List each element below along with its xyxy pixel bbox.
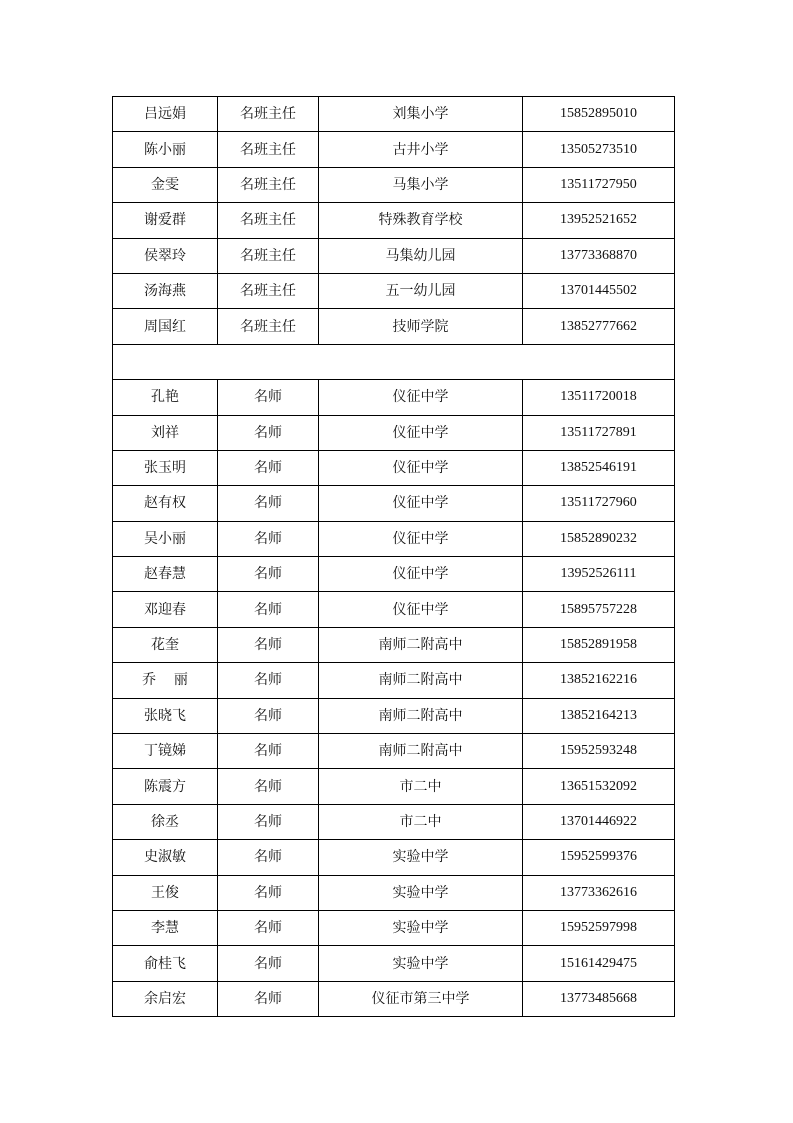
school-cell: 南师二附高中 [319,663,523,698]
teacher-name-cell: 赵有权 [113,486,218,521]
teacher-title-cell: 名师 [218,450,319,485]
teacher-name-cell: 金雯 [113,167,218,202]
phone-cell: 13952526111 [523,557,675,592]
teacher-name-cell: 赵春慧 [113,557,218,592]
teacher-name-cell: 王俊 [113,875,218,910]
table-row [113,557,675,592]
teacher-name-cell: 史淑敏 [113,840,218,875]
table-row [113,875,675,910]
school-cell: 仪征中学 [319,415,523,450]
teacher-name-cell: 孔艳 [113,380,218,415]
table-row [113,521,675,556]
phone-cell: 15852895010 [523,97,675,132]
phone-cell: 13651532092 [523,769,675,804]
teacher-title-cell: 名师 [218,627,319,662]
teacher-name-cell: 周国红 [113,309,218,344]
teacher-title-cell: 名师 [218,380,319,415]
phone-cell: 13511727950 [523,167,675,202]
school-cell: 实验中学 [319,840,523,875]
school-cell: 南师二附高中 [319,734,523,769]
school-cell: 技师学院 [319,309,523,344]
teacher-name-cell: 谢爱群 [113,203,218,238]
section-separator-row [113,344,675,379]
teacher-name-cell: 乔 丽 [113,663,218,698]
table-row [113,981,675,1016]
school-cell: 南师二附高中 [319,698,523,733]
table-row [113,946,675,981]
teacher-name-cell: 李慧 [113,910,218,945]
school-cell: 实验中学 [319,875,523,910]
teacher-title-cell: 名班主任 [218,238,319,273]
phone-cell: 13701446922 [523,804,675,839]
teacher-name-cell: 张晓飞 [113,698,218,733]
phone-cell: 15852890232 [523,521,675,556]
table-row [113,663,675,698]
teacher-title-cell: 名班主任 [218,309,319,344]
phone-cell: 13505273510 [523,132,675,167]
school-cell: 实验中学 [319,910,523,945]
school-cell: 五一幼儿园 [319,273,523,308]
teacher-title-cell: 名师 [218,734,319,769]
teacher-name-cell: 余启宏 [113,981,218,1016]
table-row [113,97,675,132]
phone-cell: 13852164213 [523,698,675,733]
teacher-name-cell: 邓迎春 [113,592,218,627]
school-cell: 仪征中学 [319,450,523,485]
phone-cell: 15852891958 [523,627,675,662]
school-cell: 特殊教育学校 [319,203,523,238]
phone-cell: 13773362616 [523,875,675,910]
teacher-title-cell: 名班主任 [218,167,319,202]
teacher-title-cell: 名师 [218,804,319,839]
phone-cell: 13852777662 [523,309,675,344]
teacher-title-cell: 名师 [218,521,319,556]
phone-cell: 13773368870 [523,238,675,273]
teacher-title-cell: 名师 [218,663,319,698]
school-cell: 仪征市第三中学 [319,981,523,1016]
teacher-name-cell: 刘祥 [113,415,218,450]
school-cell: 仪征中学 [319,521,523,556]
teacher-title-cell: 名师 [218,486,319,521]
table-row [113,415,675,450]
teacher-title-cell: 名师 [218,910,319,945]
table-row [113,769,675,804]
phone-cell: 13852546191 [523,450,675,485]
phone-cell: 13701445502 [523,273,675,308]
school-cell: 仪征中学 [319,592,523,627]
empty-separator-cell [113,344,675,379]
roster-body [113,97,675,1017]
teacher-name-cell: 侯翠玲 [113,238,218,273]
teacher-title-cell: 名师 [218,415,319,450]
teacher-title-cell: 名班主任 [218,97,319,132]
teacher-roster-table [112,96,675,1017]
teacher-name-cell: 张玉明 [113,450,218,485]
teacher-title-cell: 名班主任 [218,203,319,238]
phone-cell: 15161429475 [523,946,675,981]
teacher-name-cell: 花奎 [113,627,218,662]
school-cell: 仪征中学 [319,557,523,592]
teacher-name-cell: 吕远娟 [113,97,218,132]
school-cell: 市二中 [319,804,523,839]
teacher-title-cell: 名师 [218,840,319,875]
phone-cell: 13511727891 [523,415,675,450]
table-row [113,910,675,945]
phone-cell: 15952597998 [523,910,675,945]
table-row [113,309,675,344]
table-row [113,450,675,485]
phone-cell: 13511727960 [523,486,675,521]
table-row [113,840,675,875]
teacher-name-cell: 陈小丽 [113,132,218,167]
teacher-title-cell: 名师 [218,981,319,1016]
teacher-title-cell: 名师 [218,557,319,592]
school-cell: 实验中学 [319,946,523,981]
teacher-name-cell: 吴小丽 [113,521,218,556]
table-row [113,804,675,839]
teacher-name-cell: 俞桂飞 [113,946,218,981]
table-row [113,273,675,308]
phone-cell: 15952593248 [523,734,675,769]
teacher-title-cell: 名师 [218,875,319,910]
school-cell: 马集小学 [319,167,523,202]
teacher-title-cell: 名师 [218,592,319,627]
table-row [113,203,675,238]
teacher-name-cell: 徐丞 [113,804,218,839]
school-cell: 马集幼儿园 [319,238,523,273]
teacher-title-cell: 名师 [218,946,319,981]
phone-cell: 13852162216 [523,663,675,698]
phone-cell: 15952599376 [523,840,675,875]
phone-cell: 13952521652 [523,203,675,238]
table-row [113,132,675,167]
teacher-name-cell: 汤海燕 [113,273,218,308]
phone-cell: 13511720018 [523,380,675,415]
teacher-title-cell: 名班主任 [218,132,319,167]
table-row [113,592,675,627]
phone-cell: 13773485668 [523,981,675,1016]
table-row [113,167,675,202]
teacher-title-cell: 名师 [218,769,319,804]
school-cell: 仪征中学 [319,486,523,521]
teacher-title-cell: 名班主任 [218,273,319,308]
school-cell: 刘集小学 [319,97,523,132]
school-cell: 市二中 [319,769,523,804]
teacher-title-cell: 名师 [218,698,319,733]
phone-cell: 15895757228 [523,592,675,627]
teacher-name-cell: 丁镜娣 [113,734,218,769]
table-row [113,698,675,733]
table-row [113,238,675,273]
teacher-name-cell: 陈震方 [113,769,218,804]
school-cell: 南师二附高中 [319,627,523,662]
school-cell: 古井小学 [319,132,523,167]
school-cell: 仪征中学 [319,380,523,415]
table-row [113,627,675,662]
table-row [113,380,675,415]
table-row [113,486,675,521]
table-row [113,734,675,769]
